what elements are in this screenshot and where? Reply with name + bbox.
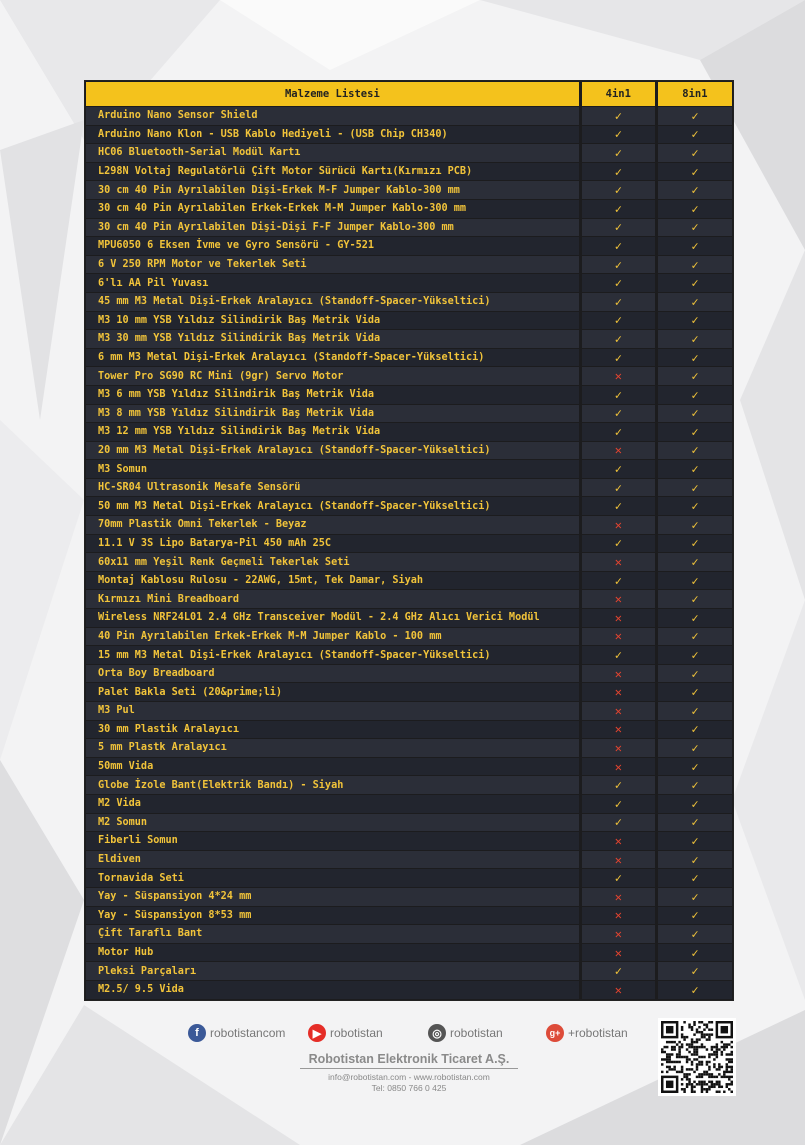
table-row	[86, 683, 733, 702]
googleplus-link[interactable]	[546, 1022, 628, 1044]
check-icon: ✓	[580, 125, 656, 144]
google-plus-icon: g+	[546, 1024, 564, 1042]
check-icon: ✓	[656, 274, 732, 293]
check-icon: ✓	[656, 460, 732, 479]
check-icon: ✓	[656, 441, 732, 460]
cross-icon: ✕	[580, 664, 656, 683]
item-name: Arduino Nano Sensor Shield	[86, 107, 581, 126]
cross-icon: ✕	[580, 627, 656, 646]
check-icon: ✓	[656, 925, 732, 944]
check-icon: ✓	[656, 813, 732, 832]
item-name: Yay - Süspansiyon 4*24 mm	[86, 887, 581, 906]
table-row	[86, 832, 733, 851]
check-icon: ✓	[580, 869, 656, 888]
table-row	[86, 962, 733, 981]
header-materials: Malzeme Listesi	[86, 82, 581, 107]
item-name: 6 V 250 RPM Motor ve Tekerlek Seti	[86, 255, 581, 274]
check-icon: ✓	[580, 292, 656, 311]
table-row	[86, 664, 733, 683]
table-row	[86, 590, 733, 609]
table-row	[86, 887, 733, 906]
cross-icon: ✕	[580, 850, 656, 869]
item-name: Çift Taraflı Bant	[86, 925, 581, 944]
table-row	[86, 943, 733, 962]
table-row	[86, 627, 733, 646]
check-icon: ✓	[580, 423, 656, 442]
item-name: M3 6 mm YSB Yıldız Silindirik Baş Metrik Vida	[86, 385, 581, 404]
table-row	[86, 237, 733, 256]
cross-icon: ✕	[580, 683, 656, 702]
check-icon: ✓	[656, 571, 732, 590]
qr-code[interactable]	[658, 1018, 736, 1096]
item-name: 40 Pin Ayrılabilen Erkek-Erkek M-M Jumper Kablo - 100 mm	[86, 627, 581, 646]
table-row	[86, 181, 733, 200]
check-icon: ✓	[580, 330, 656, 349]
check-icon: ✓	[580, 199, 656, 218]
check-icon: ✓	[656, 311, 732, 330]
item-name: Fiberli Somun	[86, 832, 581, 851]
cross-icon: ✕	[580, 943, 656, 962]
table-body	[86, 107, 733, 1000]
check-icon: ✓	[656, 404, 732, 423]
item-name: 30 cm 40 Pin Ayrılabilen Erkek-Erkek M-M Jumper Kablo-300 mm	[86, 199, 581, 218]
check-icon: ✓	[580, 348, 656, 367]
table-row	[86, 776, 733, 795]
check-icon: ✓	[656, 516, 732, 535]
facebook-icon: f	[188, 1024, 206, 1042]
check-icon: ✓	[656, 869, 732, 888]
item-name: M3 30 mm YSB Yıldız Silindirik Baş Metrik Vida	[86, 330, 581, 349]
item-name: M2.5/ 9.5 Vida	[86, 980, 581, 999]
youtube-label: robotistan	[330, 1026, 383, 1040]
table-row	[86, 330, 733, 349]
item-name: 30 cm 40 Pin Ayrılabilen Dişi-Erkek M-F Jumper Kablo-300 mm	[86, 181, 581, 200]
item-name: Yay - Süspansiyon 8*53 mm	[86, 906, 581, 925]
company-name: Robotistan Elektronik Ticaret A.Ş.	[300, 1052, 518, 1069]
table-row	[86, 367, 733, 386]
table-row	[86, 292, 733, 311]
check-icon: ✓	[656, 702, 732, 721]
item-name: 45 mm M3 Metal Dişi-Erkek Aralayıcı (Standoff-Spacer-Yükseltici)	[86, 292, 581, 311]
check-icon: ✓	[656, 627, 732, 646]
check-icon: ✓	[656, 423, 732, 442]
check-icon: ✓	[580, 646, 656, 665]
materials-table-wrapper	[84, 80, 734, 1001]
item-name: M3 12 mm YSB Yıldız Silindirik Baş Metrik Vida	[86, 423, 581, 442]
table-row	[86, 385, 733, 404]
cross-icon: ✕	[580, 441, 656, 460]
company-contact: info@robotistan.com - www.robotistan.com	[328, 1072, 490, 1082]
cross-icon: ✕	[580, 739, 656, 758]
check-icon: ✓	[656, 385, 732, 404]
table-row	[86, 646, 733, 665]
check-icon: ✓	[656, 776, 732, 795]
check-icon: ✓	[580, 162, 656, 181]
table-row	[86, 478, 733, 497]
check-icon: ✓	[580, 813, 656, 832]
item-name: Eldiven	[86, 850, 581, 869]
item-name: 50mm Vida	[86, 757, 581, 776]
check-icon: ✓	[580, 181, 656, 200]
table-row	[86, 125, 733, 144]
cross-icon: ✕	[580, 832, 656, 851]
item-name: 30 mm Plastik Aralayıcı	[86, 720, 581, 739]
header-4in1: 4in1	[580, 82, 656, 107]
check-icon: ✓	[580, 311, 656, 330]
check-icon: ✓	[656, 646, 732, 665]
facebook-link[interactable]	[188, 1022, 285, 1044]
check-icon: ✓	[656, 664, 732, 683]
item-name: Kırmızı Mini Breadboard	[86, 590, 581, 609]
check-icon: ✓	[656, 330, 732, 349]
check-icon: ✓	[656, 850, 732, 869]
item-name: M2 Vida	[86, 794, 581, 813]
cross-icon: ✕	[580, 757, 656, 776]
materials-table	[85, 81, 733, 1000]
table-row	[86, 311, 733, 330]
check-icon: ✓	[580, 404, 656, 423]
table-row	[86, 162, 733, 181]
item-name: Wireless NRF24L01 2.4 GHz Transceiver Modül - 2.4 GHz Alıcı Verici Modül	[86, 609, 581, 628]
googleplus-label: +robotistan	[568, 1026, 628, 1040]
item-name: Globe İzole Bant(Elektrik Bandı) - Siyah	[86, 776, 581, 795]
company-info	[300, 1052, 518, 1093]
check-icon: ✓	[656, 218, 732, 237]
table-row	[86, 813, 733, 832]
check-icon: ✓	[580, 571, 656, 590]
youtube-link[interactable]	[308, 1022, 383, 1044]
cross-icon: ✕	[580, 609, 656, 628]
item-name: Motor Hub	[86, 943, 581, 962]
check-icon: ✓	[656, 609, 732, 628]
cross-icon: ✕	[580, 367, 656, 386]
table-row	[86, 925, 733, 944]
item-name: M3 10 mm YSB Yıldız Silindirik Baş Metrik Vida	[86, 311, 581, 330]
instagram-icon: ◎	[428, 1024, 446, 1042]
item-name: M2 Somun	[86, 813, 581, 832]
table-row	[86, 702, 733, 721]
check-icon: ✓	[580, 776, 656, 795]
item-name: MPU6050 6 Eksen İvme ve Gyro Sensörü - GY-521	[86, 237, 581, 256]
check-icon: ✓	[656, 199, 732, 218]
item-name: 11.1 V 3S Lipo Batarya-Pil 450 mAh 25C	[86, 534, 581, 553]
item-name: Arduino Nano Klon - USB Kablo Hediyeli - (USB Chip CH340)	[86, 125, 581, 144]
facebook-label: robotistancom	[210, 1026, 286, 1040]
item-name: Tower Pro SG90 RC Mini (9gr) Servo Motor	[86, 367, 581, 386]
check-icon: ✓	[656, 906, 732, 925]
item-name: Tornavida Seti	[86, 869, 581, 888]
table-header-row	[86, 82, 733, 107]
check-icon: ✓	[656, 980, 732, 999]
item-name: M3 Pul	[86, 702, 581, 721]
table-row	[86, 107, 733, 126]
check-icon: ✓	[656, 590, 732, 609]
table-row	[86, 739, 733, 758]
table-row	[86, 144, 733, 163]
check-icon: ✓	[580, 218, 656, 237]
check-icon: ✓	[656, 497, 732, 516]
item-name: M3 8 mm YSB Yıldız Silindirik Baş Metrik Vida	[86, 404, 581, 423]
item-name: 50 mm M3 Metal Dişi-Erkek Aralayıcı (Standoff-Spacer-Yükseltici)	[86, 497, 581, 516]
item-name: M3 Somun	[86, 460, 581, 479]
check-icon: ✓	[656, 125, 732, 144]
table-row	[86, 423, 733, 442]
cross-icon: ✕	[580, 980, 656, 999]
check-icon: ✓	[580, 534, 656, 553]
table-row	[86, 869, 733, 888]
item-name: HC06 Bluetooth-Serial Modül Kartı	[86, 144, 581, 163]
table-row	[86, 850, 733, 869]
table-row	[86, 516, 733, 535]
check-icon: ✓	[656, 534, 732, 553]
table-row	[86, 534, 733, 553]
check-icon: ✓	[580, 255, 656, 274]
check-icon: ✓	[656, 348, 732, 367]
check-icon: ✓	[656, 720, 732, 739]
check-icon: ✓	[656, 255, 732, 274]
table-row	[86, 553, 733, 572]
item-name: Palet Bakla Seti (20&prime;li)	[86, 683, 581, 702]
check-icon: ✓	[580, 794, 656, 813]
qr-code-image	[661, 1021, 733, 1093]
check-icon: ✓	[656, 739, 732, 758]
check-icon: ✓	[656, 478, 732, 497]
check-icon: ✓	[656, 144, 732, 163]
check-icon: ✓	[580, 144, 656, 163]
check-icon: ✓	[656, 832, 732, 851]
check-icon: ✓	[656, 292, 732, 311]
table-row	[86, 218, 733, 237]
table-row	[86, 906, 733, 925]
check-icon: ✓	[656, 794, 732, 813]
item-name: Pleksi Parçaları	[86, 962, 581, 981]
check-icon: ✓	[656, 962, 732, 981]
check-icon: ✓	[580, 237, 656, 256]
instagram-link[interactable]	[428, 1022, 503, 1044]
table-row	[86, 609, 733, 628]
table-row	[86, 441, 733, 460]
table-row	[86, 757, 733, 776]
check-icon: ✓	[656, 181, 732, 200]
table-row	[86, 199, 733, 218]
check-icon: ✓	[580, 460, 656, 479]
instagram-label: robotistan	[450, 1026, 503, 1040]
check-icon: ✓	[580, 107, 656, 126]
item-name: 20 mm M3 Metal Dişi-Erkek Aralayıcı (Standoff-Spacer-Yükseltici)	[86, 441, 581, 460]
table-row	[86, 571, 733, 590]
cross-icon: ✕	[580, 906, 656, 925]
check-icon: ✓	[656, 887, 732, 906]
header-8in1: 8in1	[656, 82, 732, 107]
item-name: HC-SR04 Ultrasonik Mesafe Sensörü	[86, 478, 581, 497]
item-name: L298N Voltaj Regulatörlü Çift Motor Sürücü Kartı(Kırmızı PCB)	[86, 162, 581, 181]
table-row	[86, 980, 733, 999]
check-icon: ✓	[580, 497, 656, 516]
check-icon: ✓	[656, 757, 732, 776]
table-row	[86, 348, 733, 367]
cross-icon: ✕	[580, 590, 656, 609]
table-row	[86, 497, 733, 516]
table-row	[86, 274, 733, 293]
check-icon: ✓	[656, 553, 732, 572]
item-name: 6 mm M3 Metal Dişi-Erkek Aralayıcı (Standoff-Spacer-Yükseltici)	[86, 348, 581, 367]
cross-icon: ✕	[580, 702, 656, 721]
check-icon: ✓	[656, 683, 732, 702]
check-icon: ✓	[656, 107, 732, 126]
cross-icon: ✕	[580, 720, 656, 739]
check-icon: ✓	[656, 367, 732, 386]
item-name: 6'lı AA Pil Yuvası	[86, 274, 581, 293]
check-icon: ✓	[580, 962, 656, 981]
table-row	[86, 404, 733, 423]
table-row	[86, 794, 733, 813]
item-name: Orta Boy Breadboard	[86, 664, 581, 683]
check-icon: ✓	[580, 274, 656, 293]
table-row	[86, 255, 733, 274]
check-icon: ✓	[656, 237, 732, 256]
company-phone: Tel: 0850 766 0 425	[371, 1083, 447, 1093]
check-icon: ✓	[580, 478, 656, 497]
youtube-icon: ▶	[308, 1024, 326, 1042]
check-icon: ✓	[580, 385, 656, 404]
table-row	[86, 720, 733, 739]
cross-icon: ✕	[580, 553, 656, 572]
check-icon: ✓	[656, 162, 732, 181]
table-row	[86, 460, 733, 479]
check-icon: ✓	[656, 943, 732, 962]
cross-icon: ✕	[580, 516, 656, 535]
item-name: 30 cm 40 Pin Ayrılabilen Dişi-Dişi F-F Jumper Kablo-300 mm	[86, 218, 581, 237]
cross-icon: ✕	[580, 925, 656, 944]
item-name: 60x11 mm Yeşil Renk Geçmeli Tekerlek Seti	[86, 553, 581, 572]
item-name: 70mm Plastik Omni Tekerlek - Beyaz	[86, 516, 581, 535]
item-name: Montaj Kablosu Rulosu - 22AWG, 15mt, Tek Damar, Siyah	[86, 571, 581, 590]
cross-icon: ✕	[580, 887, 656, 906]
item-name: 5 mm Plastk Aralayıcı	[86, 739, 581, 758]
item-name: 15 mm M3 Metal Dişi-Erkek Aralayıcı (Standoff-Spacer-Yükseltici)	[86, 646, 581, 665]
